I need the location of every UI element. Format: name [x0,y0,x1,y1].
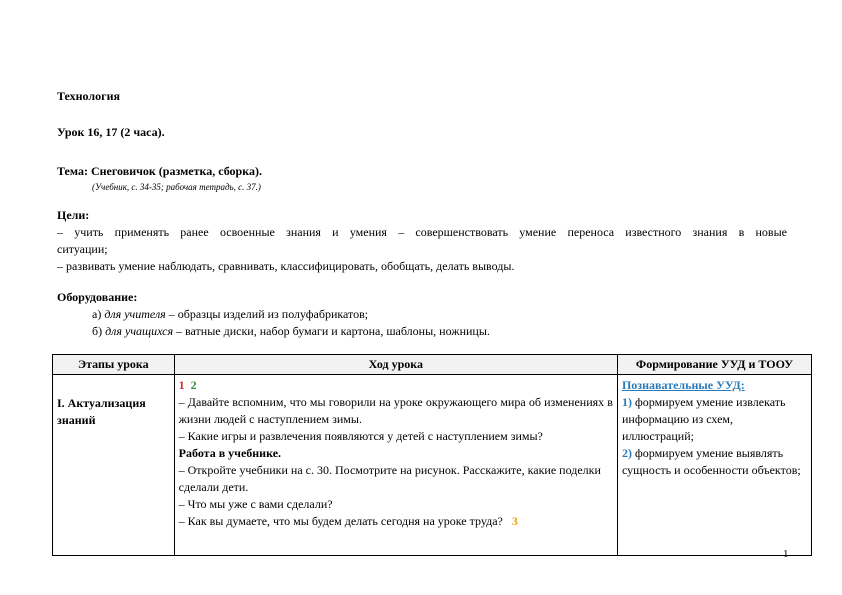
equipment-teacher [92,307,368,322]
uud-cell [617,375,811,556]
progress-line: – Что мы уже с вами сделали? [178,497,333,511]
equipment-teacher-text: – образцы изделий из полуфабрикатов; [165,307,369,321]
page-number: 1 [783,548,789,560]
equipment-students-text: – ватные диски, набор бумаги и картона, шаблоны, ножницы. [173,324,490,338]
equipment-students-label: для учащихся [105,324,174,338]
goal-line-1-cont: ситуации; [57,242,108,256]
goal-line-1: – учить применять ранее освоенные знания и умения – совершенствовать умение переноса известного знания в новые [57,225,787,239]
uud-item-num: 1) [621,395,632,409]
progress-line-last [179,513,613,530]
uud-item-text: формируем умение извлекать информацию из схем, иллюстраций; [621,395,786,443]
table-header-row [53,355,812,375]
slide-num-3: 3 [511,514,518,528]
stage-cell: I. Актуализация знаний [53,375,175,556]
equipment-students-prefix: б) [92,324,106,338]
slide-num-1: 1 [178,378,185,392]
progress-cell [174,375,617,556]
lesson-table [52,354,812,556]
slide-numbers [179,377,613,394]
progress-line: – Какие игры и развлечения появляются у детей с наступлением зимы? [178,429,543,443]
equipment-students [92,324,490,339]
uud-item [622,445,807,479]
slide-num-2: 2 [190,378,197,392]
uud-item-text: формируем умение выявлять сущность и особенности объектов; [621,446,801,477]
equipment-teacher-label: для учителя [104,307,166,321]
lesson-number: Урок 16, 17 (2 часа). [57,125,165,139]
uud-title: Познавательные УУД: [621,378,745,392]
equipment-teacher-prefix: а) [92,307,105,321]
lesson-topic: Тема: Снеговичок (разметка, сборка). [57,164,262,178]
progress-line: Работа в учебнике. [178,446,282,460]
progress-line: – Давайте вспомним, что мы говорили на уроке окружающего мира об изменениях в жизни людей с наступлением зимы. [178,395,613,426]
equipment-heading: Оборудование: [57,290,138,304]
col-header-stages: Этапы урока [53,355,175,375]
col-header-progress: Ход урока [174,355,617,375]
goals-heading: Цели: [57,208,90,222]
subject-title: Технология [57,89,120,103]
table-row [53,375,812,556]
uud-item-num: 2) [621,446,632,460]
source-reference: (Учебник, с. 34-35; рабочая тетрадь, с. 37.) [92,182,261,192]
progress-line: – Откройте учебники на с. 30. Посмотрите на рисунок. Расскажите, какие поделки сделали дети. [178,463,601,494]
goal-line-2: – развивать умение наблюдать, сравнивать, классифицировать, обобщать, делать выводы. [57,259,515,273]
uud-item [622,394,807,445]
progress-line: – Как вы думаете, что мы будем делать сегодня на уроке труда? [178,514,503,528]
col-header-uud: Формирование УУД и ТООУ [617,355,811,375]
